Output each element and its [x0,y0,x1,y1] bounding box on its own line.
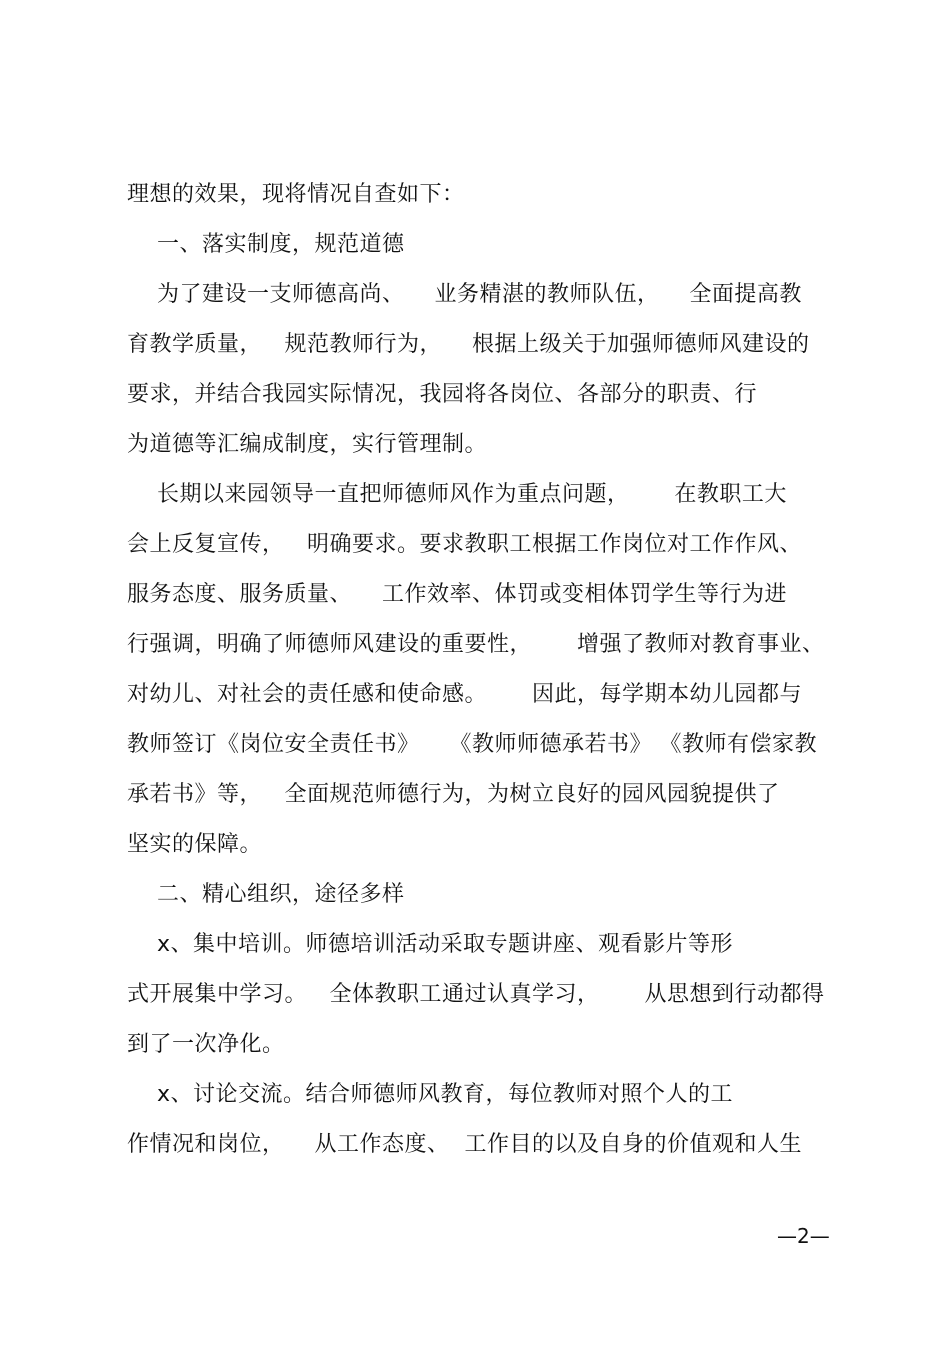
section-heading: 一、落实制度，规范道德 [127,232,405,257]
text-line: 对幼儿、对社会的责任感和使命感。 因此，每学期本幼儿园都与 [127,682,802,707]
text-line: x、集中培训。师德培训活动采取专题讲座、观看影片等形 [127,932,733,957]
text-line: 到了一次净化。 [127,1032,285,1057]
text-line: 式开展集中学习。 全体教职工通过认真学习， 从思想到行动都得 [127,982,825,1007]
text-line: 理想的效果，现将情况自查如下： [127,182,465,207]
text-line: 作情况和岗位， 从工作态度、 工作目的以及自身的价值观和人生 [127,1132,802,1157]
text-line: 坚实的保障。 [127,832,263,857]
text-line: 为了建设一支师德高尚、 业务精湛的教师队伍， 全面提高教 [127,282,802,307]
text-line: 承若书》等， 全面规范师德行为，为树立良好的园风园貌提供了 [127,782,780,807]
text-line: 会上反复宣传， 明确要求。要求教职工根据工作岗位对工作作风、 [127,532,802,557]
text-line: 长期以来园领导一直把师德师风作为重点问题， 在教职工大 [127,482,787,507]
text-line: 教师签订《岗位安全责任书》 《教师师德承若书》 《教师有偿家教 [127,732,817,757]
text-line: 育教学质量， 规范教师行为， 根据上级关于加强师德师风建设的 [127,332,810,357]
text-line: 服务态度、服务质量、 工作效率、体罚或变相体罚学生等行为进 [127,582,787,607]
text-line: x、讨论交流。结合师德师风教育，每位教师对照个人的工 [127,1082,733,1107]
page-number: —2— [777,1224,830,1248]
section-heading: 二、精心组织，途径多样 [127,882,405,907]
text-line: 为道德等汇编成制度，实行管理制。 [127,432,488,457]
text-line: 行强调，明确了师德师风建设的重要性， 增强了教师对教育事业、 [127,632,825,657]
text-line: 要求，并结合我园实际情况，我园将各岗位、各部分的职责、行 [127,382,758,407]
